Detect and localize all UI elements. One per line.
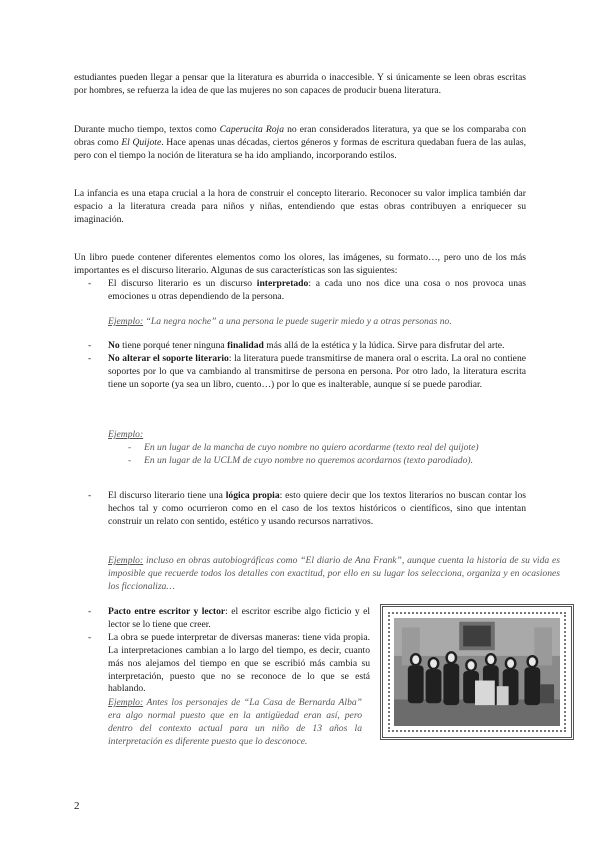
page-number: 2 — [74, 800, 80, 812]
example-label: Ejemplo: — [108, 316, 144, 327]
photo-border — [388, 612, 566, 732]
example-label: Ejemplo: — [108, 555, 144, 566]
text-segment: : el escritor escribe algo ficticio y el lector se lo tiene que creer. — [108, 606, 370, 630]
book-title: El Quijote — [121, 136, 162, 148]
text-segment: : a cada uno nos dice una cosa o nos provoca unas emociones u otras dependiendo de la persona. — [108, 278, 526, 302]
example-2 — [74, 429, 560, 468]
example-3 — [74, 555, 560, 594]
paragraph-discurso: Un libro puede contener diferentes elementos como los olores, las imágenes, su formato…, pero uno de los más importantes es el discurso literario. Algunas de sus características son las siguientes: — [74, 252, 526, 276]
keyword: interpretado — [256, 278, 309, 289]
paragraph-intro: estudiantes pueden llegar a pensar que la literatura es aburrida o inaccesible. Y si únicamente se leen obras escritas por hombres, se refuerza la idea de que las mujeres no son capaces de producir buena literatura. — [74, 72, 526, 96]
example-1 — [74, 316, 560, 329]
paragraph-infancia: La infancia es una etapa crucial a la hora de construir el concepto literario. Reconocer su valor implica también dar espacio a la literatura creada para niños y niñas, entendiendo que estas obras contribuyen a enriquecer su imaginación. — [74, 188, 526, 225]
text-segment: La obra se puede interpretar de diversas maneras: tiene vida propia. La interpretaciones cambian a lo largo del tiempo, es decir, cuanto más nos alejamos del tiempo en que se escribió más cambia su interpretación, puesto que no se reconoce de lo que se está hablando. — [108, 631, 370, 695]
text-segment: El discurso literario tiene una — [108, 490, 226, 501]
example-subitem: - En un lugar de la UCLM de cuyo nombre no queremos acordarnos (texto parodiado). — [108, 455, 560, 468]
list-item — [74, 632, 370, 697]
example-label: Ejemplo: — [108, 429, 144, 440]
list-item — [74, 606, 370, 632]
photo-frame — [380, 604, 574, 740]
example-4 — [108, 697, 362, 749]
example-text: Antes los personajes de “La Casa de Bernarda Alba” era algo normal puesto que en la antigüedad eran así, pero dentro del contexto actual para un niño de 13 años la interpretación es diferente puesto que lo desconoce. — [108, 697, 362, 747]
example-text: “La negra noche” a una persona le puede sugerir miedo y a otras personas no. — [143, 316, 452, 327]
list-item — [74, 353, 526, 392]
text-segment: : la literatura puede transmitirse de manera oral o escrita. La oral no contiene soportes por lo que va cambiando al transmitirse de persona en persona. Por otro lado, la literatura escrita tiene un soporte (ya sea un libro, cuento…) por lo que es inalterable, aunque sí se puede parodiar. — [108, 352, 526, 390]
keyword: finalidad — [227, 340, 264, 351]
text-segment: : esto quiere decir que los textos literarios no buscan contar los hechos tal y como ocurrieron como en el caso de los textos históricos o científicos, sino que intentan construir un relato con sentido, estético y usando recursos narrativos. — [108, 490, 526, 527]
keyword: lógica propia — [225, 490, 280, 501]
theatre-photo — [394, 618, 560, 726]
characteristics-list-1 — [74, 278, 526, 304]
list-item — [74, 278, 526, 304]
keyword: No — [108, 340, 120, 351]
characteristics-list-3 — [74, 490, 526, 529]
list-item — [74, 340, 526, 353]
example-subitem: - En un lugar de la mancha de cuyo nombre no quiero acordarme (texto real del quijote) — [108, 442, 560, 455]
text-segment: no eran considerados literatura, ya que se los comparaba con obras como — [74, 124, 526, 148]
paragraph-caperucita — [74, 124, 526, 163]
list-item — [74, 490, 526, 529]
text-segment: El discurso literario es un discurso — [108, 278, 257, 289]
keyword: No alterar el soporte literario — [108, 352, 229, 364]
book-title: Caperucita Roja — [219, 124, 285, 135]
text-segment: Durante mucho tiempo, textos como — [74, 124, 220, 135]
example-text: incluso en obras autobiográficas como “El diario de Ana Frank”, aunque cuenta la historia de su vida es imposible que recuerde todos los detalles con exactitud, por ello en su lugar los selecciona, organiza y en ocasiones los ficcionaliza… — [108, 555, 560, 592]
characteristics-list-2 — [74, 340, 526, 392]
example-sublist — [108, 442, 560, 468]
characteristics-list-4 — [74, 606, 370, 696]
keyword: Pacto entre escritor y lector — [108, 606, 226, 617]
text-segment: tiene porqué tener ninguna — [119, 340, 228, 351]
example-label: Ejemplo: — [108, 697, 144, 708]
text-segment: . Hace apenas unas décadas, ciertos géneros y formas de escritura quedaban fuera de las aulas, pero con el tiempo la noción de literatura se ha ido ampliando, incorporando estilos. — [74, 136, 526, 161]
text-segment: más allá de la estética y la lúdica. Sirve para disfrutar del arte. — [263, 340, 505, 351]
